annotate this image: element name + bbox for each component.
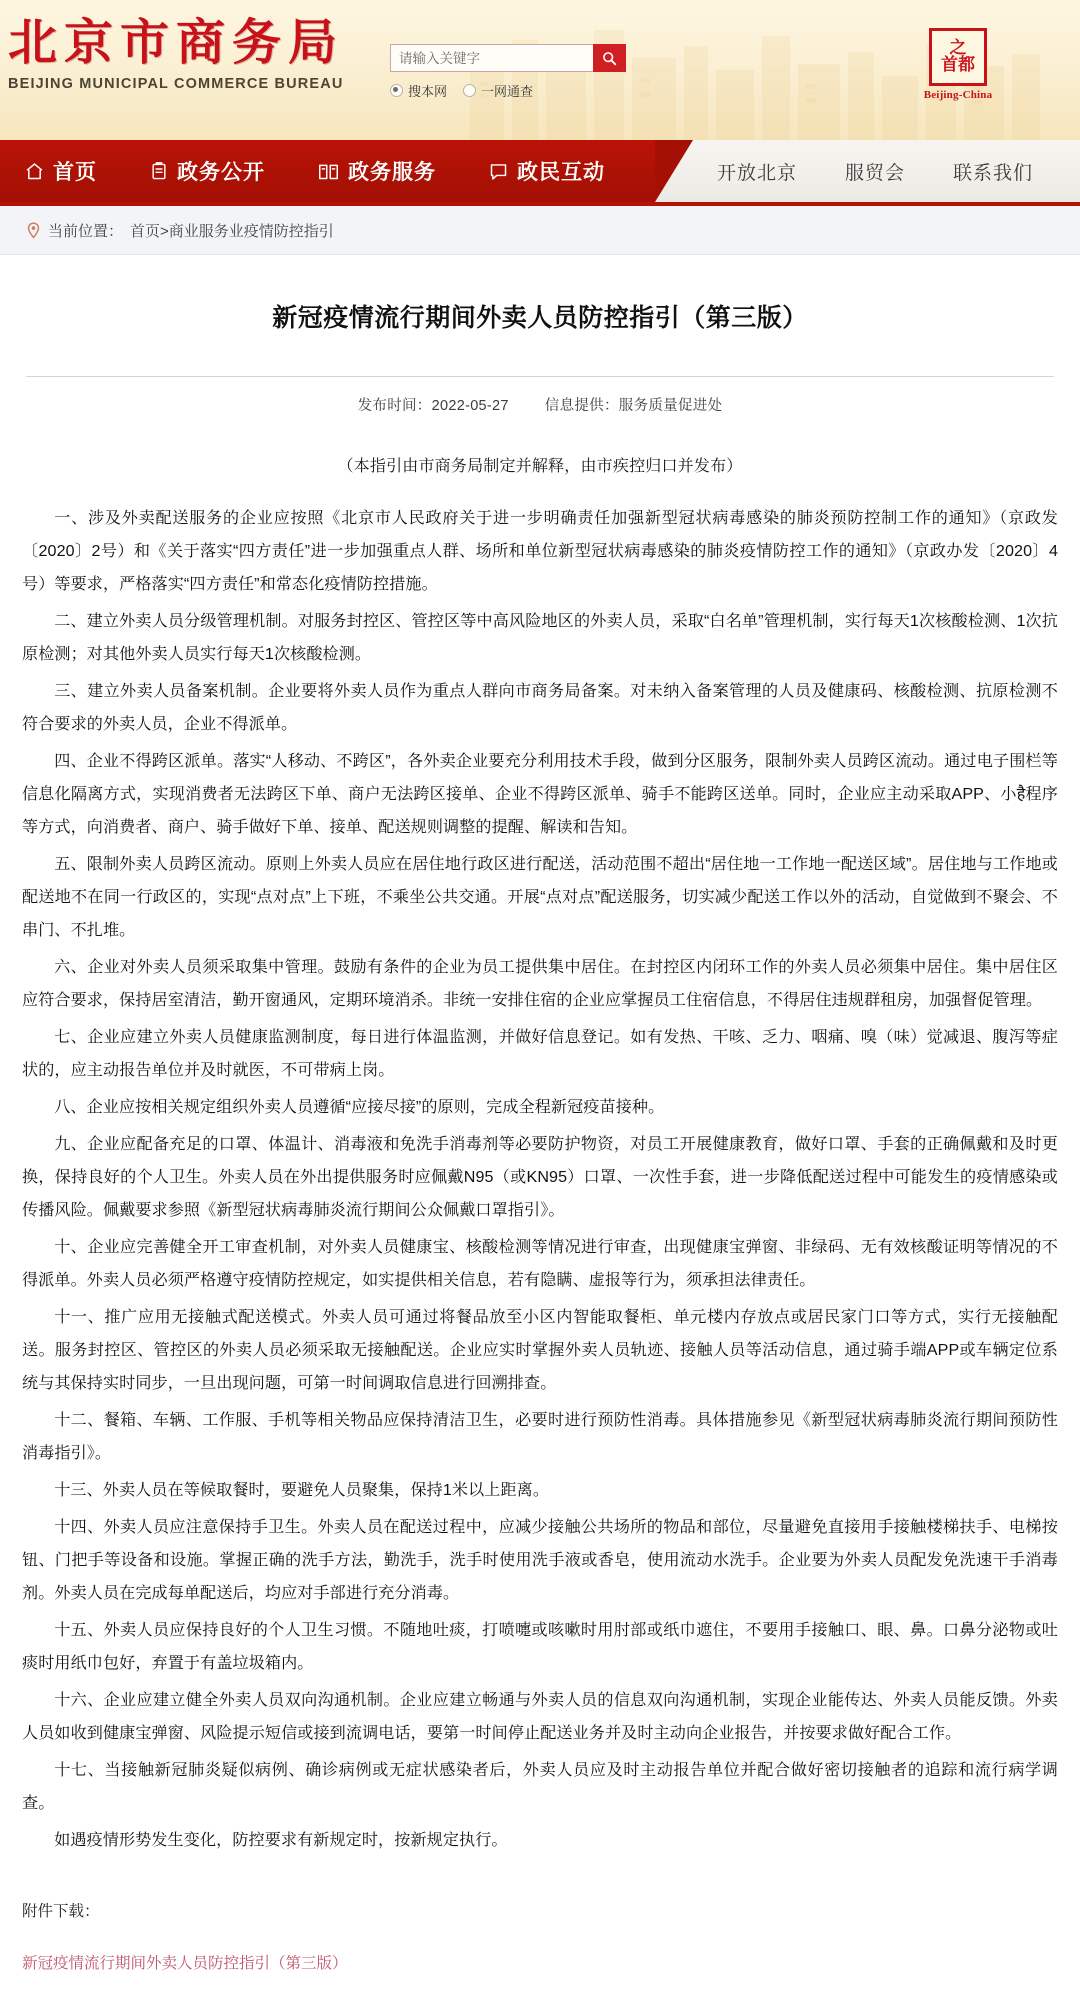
article-paragraph: 十四、外卖人员应注意保持手卫生。外卖人员在配送过程中，应减少接触公共场所的物品和部位，尽量避免直接用手接触楼梯扶手、电梯按钮、门把手等设备和设施。掌握正确的洗手方法，勤洗手，洗手时使用洗手液或香皂，使用流动水洗手。企业要为外卖人员配发免洗速干手消毒剂。外卖人员在完成每单配送后，均应对手部进行充分消毒。 — [22, 1517, 1058, 1602]
nav-item-government-affairs-label: 政务公开 — [177, 161, 265, 184]
article-paragraph: 六、企业对外卖人员须采取集中管理。鼓励有条件的企业为员工提供集中居住。在封控区内闭环工作的外卖人员必须集中居住。集中居住区应符合要求，保持居室清洁，勤开窗通风，定期环境消杀。非统一安排住宿的企业应掌握员工住宿信息，不得居住违规群租房，加强督促管理。 — [22, 958, 1058, 1010]
provider-label: 信息提供： — [544, 398, 619, 415]
radio-unselected-icon — [463, 84, 476, 97]
article-content — [0, 272, 1080, 2001]
nav-item-home-label: 首页 — [53, 161, 97, 184]
radio-selected-icon — [390, 84, 403, 97]
article-paragraph: 十七、当接触新冠肺炎疑似病例、确诊病例或无症状感染者后，外卖人员应及时主动报告单位并配合做好密切接触者的追踪和流行病学调查。 — [22, 1760, 1058, 1812]
search-button[interactable] — [593, 44, 626, 72]
article-paragraph: 十三、外卖人员在等候取餐时，要避免人员聚集，保持1米以上距离。 — [54, 1480, 550, 1499]
article-paragraph: 二、建立外卖人员分级管理机制。对服务封控区、管控区等中高风险地区的外卖人员，采取“白名单”管理机制，实行每天1次核酸检测、1次抗原检测；对其他外卖人员实行每天1次核酸检测。 — [22, 612, 1058, 664]
breadcrumb-prefix: 当前位置： — [48, 223, 124, 240]
nav-item-government-services[interactable] — [317, 156, 436, 186]
org-name-cn: 北京市商务局 — [8, 13, 345, 71]
nav-primary-group — [0, 140, 655, 202]
article-paragraph: 五、限制外卖人员跨区流动。原则上外卖人员应在居住地行政区进行配送，活动范围不超出“居住地一工作地一配送区域”。居住地与工作地或配送地不在同一行政区的，实现“点对点”上下班，不乘坐公共交通。开展“点对点”配送服务，切实减少配送工作以外的活动，自觉做到不聚会、不串门、不扎堆。 — [22, 855, 1058, 940]
publish-time-label: 发布时间： — [357, 398, 432, 415]
search-scope-all[interactable] — [463, 81, 533, 100]
search-scope-all-label: 一网通查 — [481, 84, 534, 99]
article-paragraph: 九、企业应配备充足的口罩、体温计、消毒液和免洗手消毒剂等必要防护物资，对员工开展健康教育，做好口罩、手套的正确佩戴和及时更换，保持良好的个人卫生。外卖人员在外出提供服务时应佩戴N95（或KN95）口罩、一次性手套，进一步降低配送过程中可能发生的疫情感染或传播风险。佩戴要求参照《新型冠状病毒肺炎流行期间公众佩戴口罩指引》。 — [22, 1134, 1058, 1219]
nav-item-home[interactable] — [24, 156, 97, 186]
article-paragraph: 七、企业应建立外卖人员健康监测制度，每日进行体温监测，并做好信息登记。如有发热、干咳、乏力、咽痛、嗅（味）觉减退、腹泻等症状的，应主动报告单位并及时就医，不可带病上岗。 — [22, 1028, 1058, 1079]
seal-line1: 之 — [949, 38, 967, 58]
breadcrumb-path[interactable]: 首页>商业服务业疫情防控指引 — [130, 223, 334, 240]
search-row — [390, 44, 640, 72]
provider-value: 服务质量促进处 — [618, 398, 723, 415]
search-input[interactable] — [390, 44, 593, 72]
article-meta — [22, 377, 1058, 415]
location-pin-icon — [26, 222, 41, 239]
breadcrumb — [26, 220, 1080, 241]
search-scope-options — [390, 81, 640, 100]
seal-box — [929, 28, 987, 86]
page-title: 新冠疫情流行期间外卖人员防控指引（第三版） — [272, 303, 808, 332]
book-icon — [317, 161, 340, 182]
site-logo[interactable] — [8, 14, 368, 92]
article-paragraph: 四、企业不得跨区派单。落实“人移动、不跨区”，各外卖企业要充分利用技术手段，做到分区服务，限制外卖人员跨区流动。通过电子围栏等信息化隔离方式，实现消费者无法跨区下单、商户无法跨区接单、企业不得跨区派单、骑手不能跨区送单。同时，企业应主动采取APP、小है程序等方式，向消费者、商户、骑手做好下单、接单、配送规则调整的提醒、解读和告知。 — [22, 752, 1058, 837]
article-paragraph: 十、企业应完善健全开工审查机制，对外卖人员健康宝、核酸检测等情况进行审查，出现健康宝弹窗、非绿码、无有效核酸证明等情况的不得派单。外卖人员必须严格遵守疫情防控规定，如实提供相关信息，若有隐瞒、虚报等行为，须承担法律责任。 — [22, 1237, 1058, 1289]
article-paragraph: 如遇疫情形势发生变化，防控要求有新规定时，按新规定执行。 — [54, 1830, 508, 1849]
nav-item-open-beijing[interactable]: 开放北京 — [717, 162, 798, 184]
chat-icon — [488, 161, 509, 182]
attachment-label: 附件下载： — [22, 1902, 100, 1920]
search-scope-site[interactable] — [390, 81, 447, 100]
search-icon — [602, 51, 617, 66]
nav-item-contact-us[interactable]: 联系我们 — [953, 162, 1034, 184]
nav-item-government-services-label: 政务服务 — [348, 161, 436, 184]
article-paragraph: 十五、外卖人员应保持良好的个人卫生习惯。不随地吐痰，打喷嚏或咳嗽时用肘部或纸巾遮住，不要用手接触口、眼、鼻。口鼻分泌物或吐痰时用纸巾包好，弃置于有盖垃圾箱内。 — [22, 1620, 1058, 1672]
attachment-link[interactable]: 新冠疫情流行期间外卖人员防控指引（第三版） — [22, 1954, 348, 1972]
seal-line2: 首都 — [941, 55, 975, 75]
publish-time-value: 2022-05-27 — [431, 398, 509, 415]
search-scope-site-label: 搜本网 — [408, 84, 448, 99]
document-icon — [149, 161, 169, 182]
nav-item-public-interaction[interactable] — [488, 156, 605, 186]
beijing-china-seal[interactable] — [916, 28, 1000, 101]
nav-secondary-group — [655, 140, 1080, 202]
breadcrumb-bar — [0, 206, 1080, 255]
seal-caption: Beijing-China — [923, 89, 993, 101]
article-paragraph: 十二、餐箱、车辆、工作服、手机等相关物品应保持清洁卫生，必要时进行预防性消毒。具体措施参见《新型冠状病毒肺炎流行期间预防性消毒指引》。 — [22, 1410, 1058, 1462]
article-body — [22, 502, 1058, 1856]
article-paragraph: 三、建立外卖人员备案机制。企业要将外卖人员作为重点人群向市商务局备案。对未纳入备案管理的人员及健康码、核酸检测、抗原检测不符合要求的外卖人员，企业不得派单。 — [22, 682, 1058, 734]
search-area — [390, 44, 640, 100]
nav-item-ciftis[interactable]: 服贸会 — [845, 162, 906, 184]
nav-item-public-interaction-label: 政民互动 — [517, 161, 605, 184]
article-paragraph: 十一、推广应用无接触式配送模式。外卖人员可通过将餐品放至小区内智能取餐柜、单元楼内存放点或居民家门口等方式，实行无接触配送。服务封控区、管控区的外卖人员必须采取无接触配送。企业应实时掌握外卖人员轨迹、接触人员等活动信息，通过骑手端APP或车辆定位系统与其保持实时同步，一旦出现问题，可第一时间调取信息进行回溯排查。 — [22, 1307, 1058, 1392]
article-paragraph: 一、涉及外卖配送服务的企业应按照《北京市人民政府关于进一步明确责任加强新型冠状病毒感染的肺炎预防控制工作的通知》（京政发〔2020〕2号）和《关于落实“四方责任”进一步加强重点人群、场所和单位新型冠状病毒感染的肺炎疫情防控工作的通知》（京政办发〔2020〕4号）等要求，严格落实“四方责任”和常态化疫情防控措施。 — [22, 509, 1058, 594]
org-name-en: BEIJING MUNICIPAL COMMERCE BUREAU — [8, 75, 344, 92]
article-paragraph: 八、企业应按相关规定组织外卖人员遵循“应接尽接”的原则，完成全程新冠疫苗接种。 — [54, 1097, 665, 1116]
home-icon — [24, 161, 45, 182]
site-header — [0, 0, 1080, 140]
nav-item-government-affairs[interactable] — [149, 156, 265, 186]
article-paragraph: 十六、企业应建立健全外卖人员双向沟通机制。企业应建立畅通与外卖人员的信息双向沟通机制，实现企业能传达、外卖人员能反馈。外卖人员如收到健康宝弹窗、风险提示短信或接到流调电话，要第一时间停止配送业务并及时主动向企业报告，并按要求做好配合工作。 — [22, 1690, 1058, 1742]
main-navigation — [0, 140, 1080, 202]
article-note: （本指引由市商务局制定并解释，由市疾控归口并发布） — [337, 458, 743, 476]
